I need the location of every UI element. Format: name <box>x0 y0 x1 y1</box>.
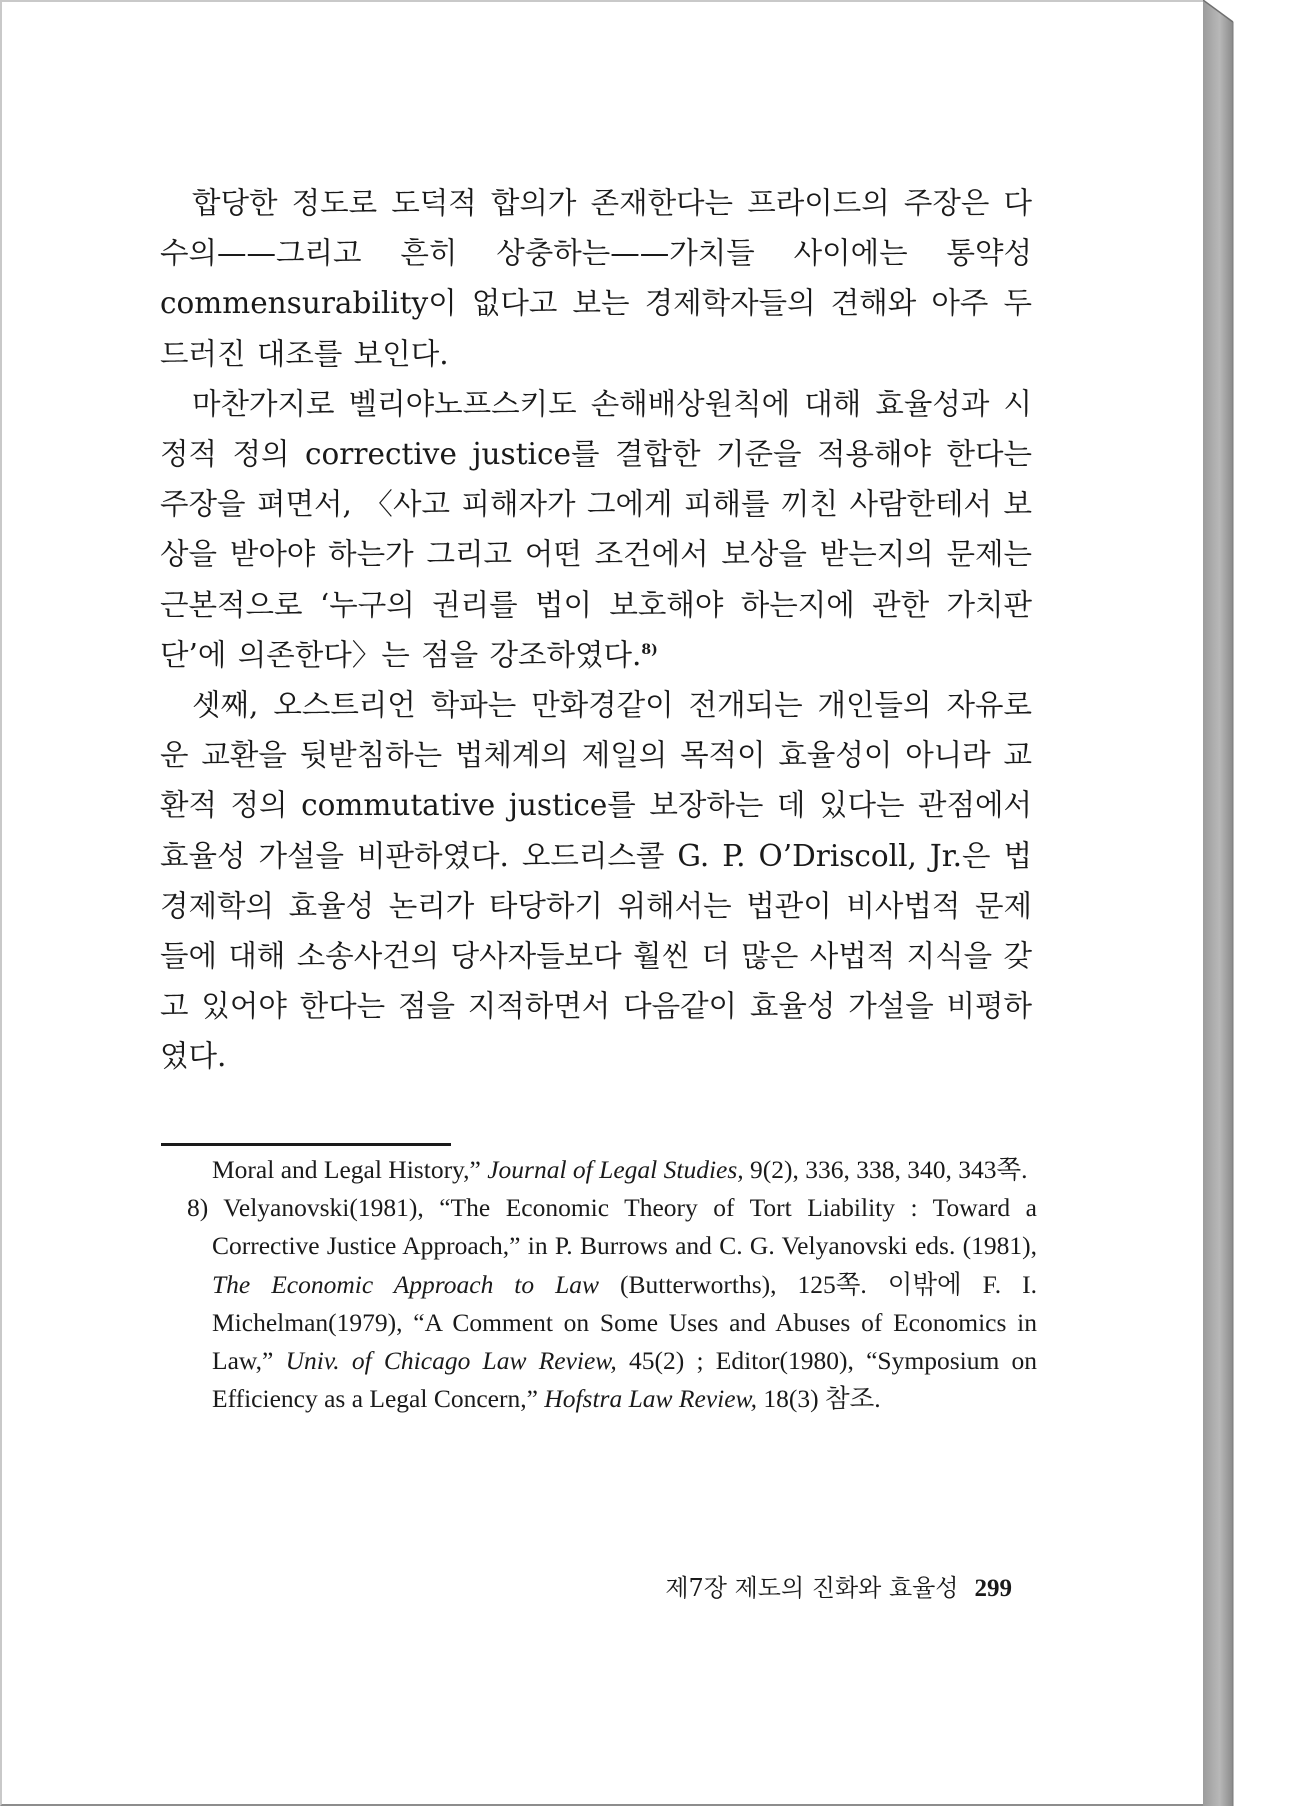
book-title: The Economic Approach to Law <box>212 1269 600 1299</box>
footnote-reference[interactable]: 8) <box>641 642 658 658</box>
paragraph-3: 셋째, 오스트리언 학파는 만화경같이 전개되는 개인들의 자유로운 교환을 뒷받침하는 법체계의 제일의 목적이 효율성이 아니라 교환적 정의 commutative justice를 보장하는 데 있다는 관점에서 효율성 가설을 비판하였다. 오드리스콜 G. P. O’Driscoll, Jr.은 법 경제학의 효율성 논리가 타당하기 위해서는 법관이 비사법적 문제들에 대해 소송사건의 당사자들보다 훨씬 더 많은 사법적 지식을 갖고 있어야 한다는 점을 지적하면서 다음같이 효율성 가설을 비평하였다. <box>160 688 1032 1074</box>
footnote-divider <box>161 1143 451 1146</box>
paragraph-2-text: 마찬가지로 벨리야노프스키도 손해배상원칙에 대해 효율성과 시정적 정의 corrective justice를 결합한 기준을 적용해야 한다는 주장을 펴면서, 〈사고 피해자가 그에게 피해를 끼친 사람한테서 보상을 받아야 하는가 그리고 어떤 조건에서 보상을 받는지의 문제는 근본적으로 ‘누구의 권리를 법이 보호해야 하는지에 관한 가치판단’에 의존한다〉는 점을 강조하였다. <box>160 386 1032 672</box>
journal-title: Journal of Legal Studies, <box>487 1155 744 1184</box>
footnote-continued-text: Moral and Legal History,” <box>212 1155 488 1184</box>
footnote-continued <box>187 1151 1037 1189</box>
footnote-number: 8) <box>187 1193 224 1223</box>
paragraph-1: 합당한 정도로 도덕적 합의가 존재한다는 프라이드의 주장은 다수의——그리고 흔히 상충하는——가치들 사이에는 통약성 commensurability이 없다고 보는 경제학자들의 견해와 아주 두드러진 대조를 보인다. <box>160 186 1032 371</box>
footnotes <box>187 1151 1037 1418</box>
footnote-8-text: 45(2) ; Editor(1980), “Symposium on Efficiency as a Legal Concern,” <box>212 1346 1038 1414</box>
page-number: 299 <box>974 1575 1012 1602</box>
footnote-8-text: Velyanovski(1981), “The Economic Theory of Tort Liability : Toward a Corrective Justice Approach,” in P. Burrows and C. G. Velyanovski eds. (1981), <box>212 1193 1037 1261</box>
page-stack-edge <box>1203 0 1300 1806</box>
body-text <box>160 178 1032 1082</box>
footnote-8-text: 18(3) 참조. <box>757 1384 881 1414</box>
footnote-8 <box>187 1189 1037 1418</box>
footnote-8-text: (Butterworths), 125쪽. 이밖에 F. I. Michelman(1979), “A Comment on Some Uses and Abuses of Economics in Law,” <box>212 1269 1037 1376</box>
running-footer <box>602 1568 1012 1603</box>
chapter-title: 제7장 제도의 진화와 효율성 <box>665 1574 959 1602</box>
journal-title: Univ. of Chicago Law Review, <box>285 1346 617 1376</box>
journal-title: Hofstra Law Review, <box>544 1384 758 1414</box>
footnote-continued-pages: 9(2), 336, 338, 340, 343쪽. <box>743 1155 1028 1184</box>
paragraph-2 <box>160 379 1032 680</box>
